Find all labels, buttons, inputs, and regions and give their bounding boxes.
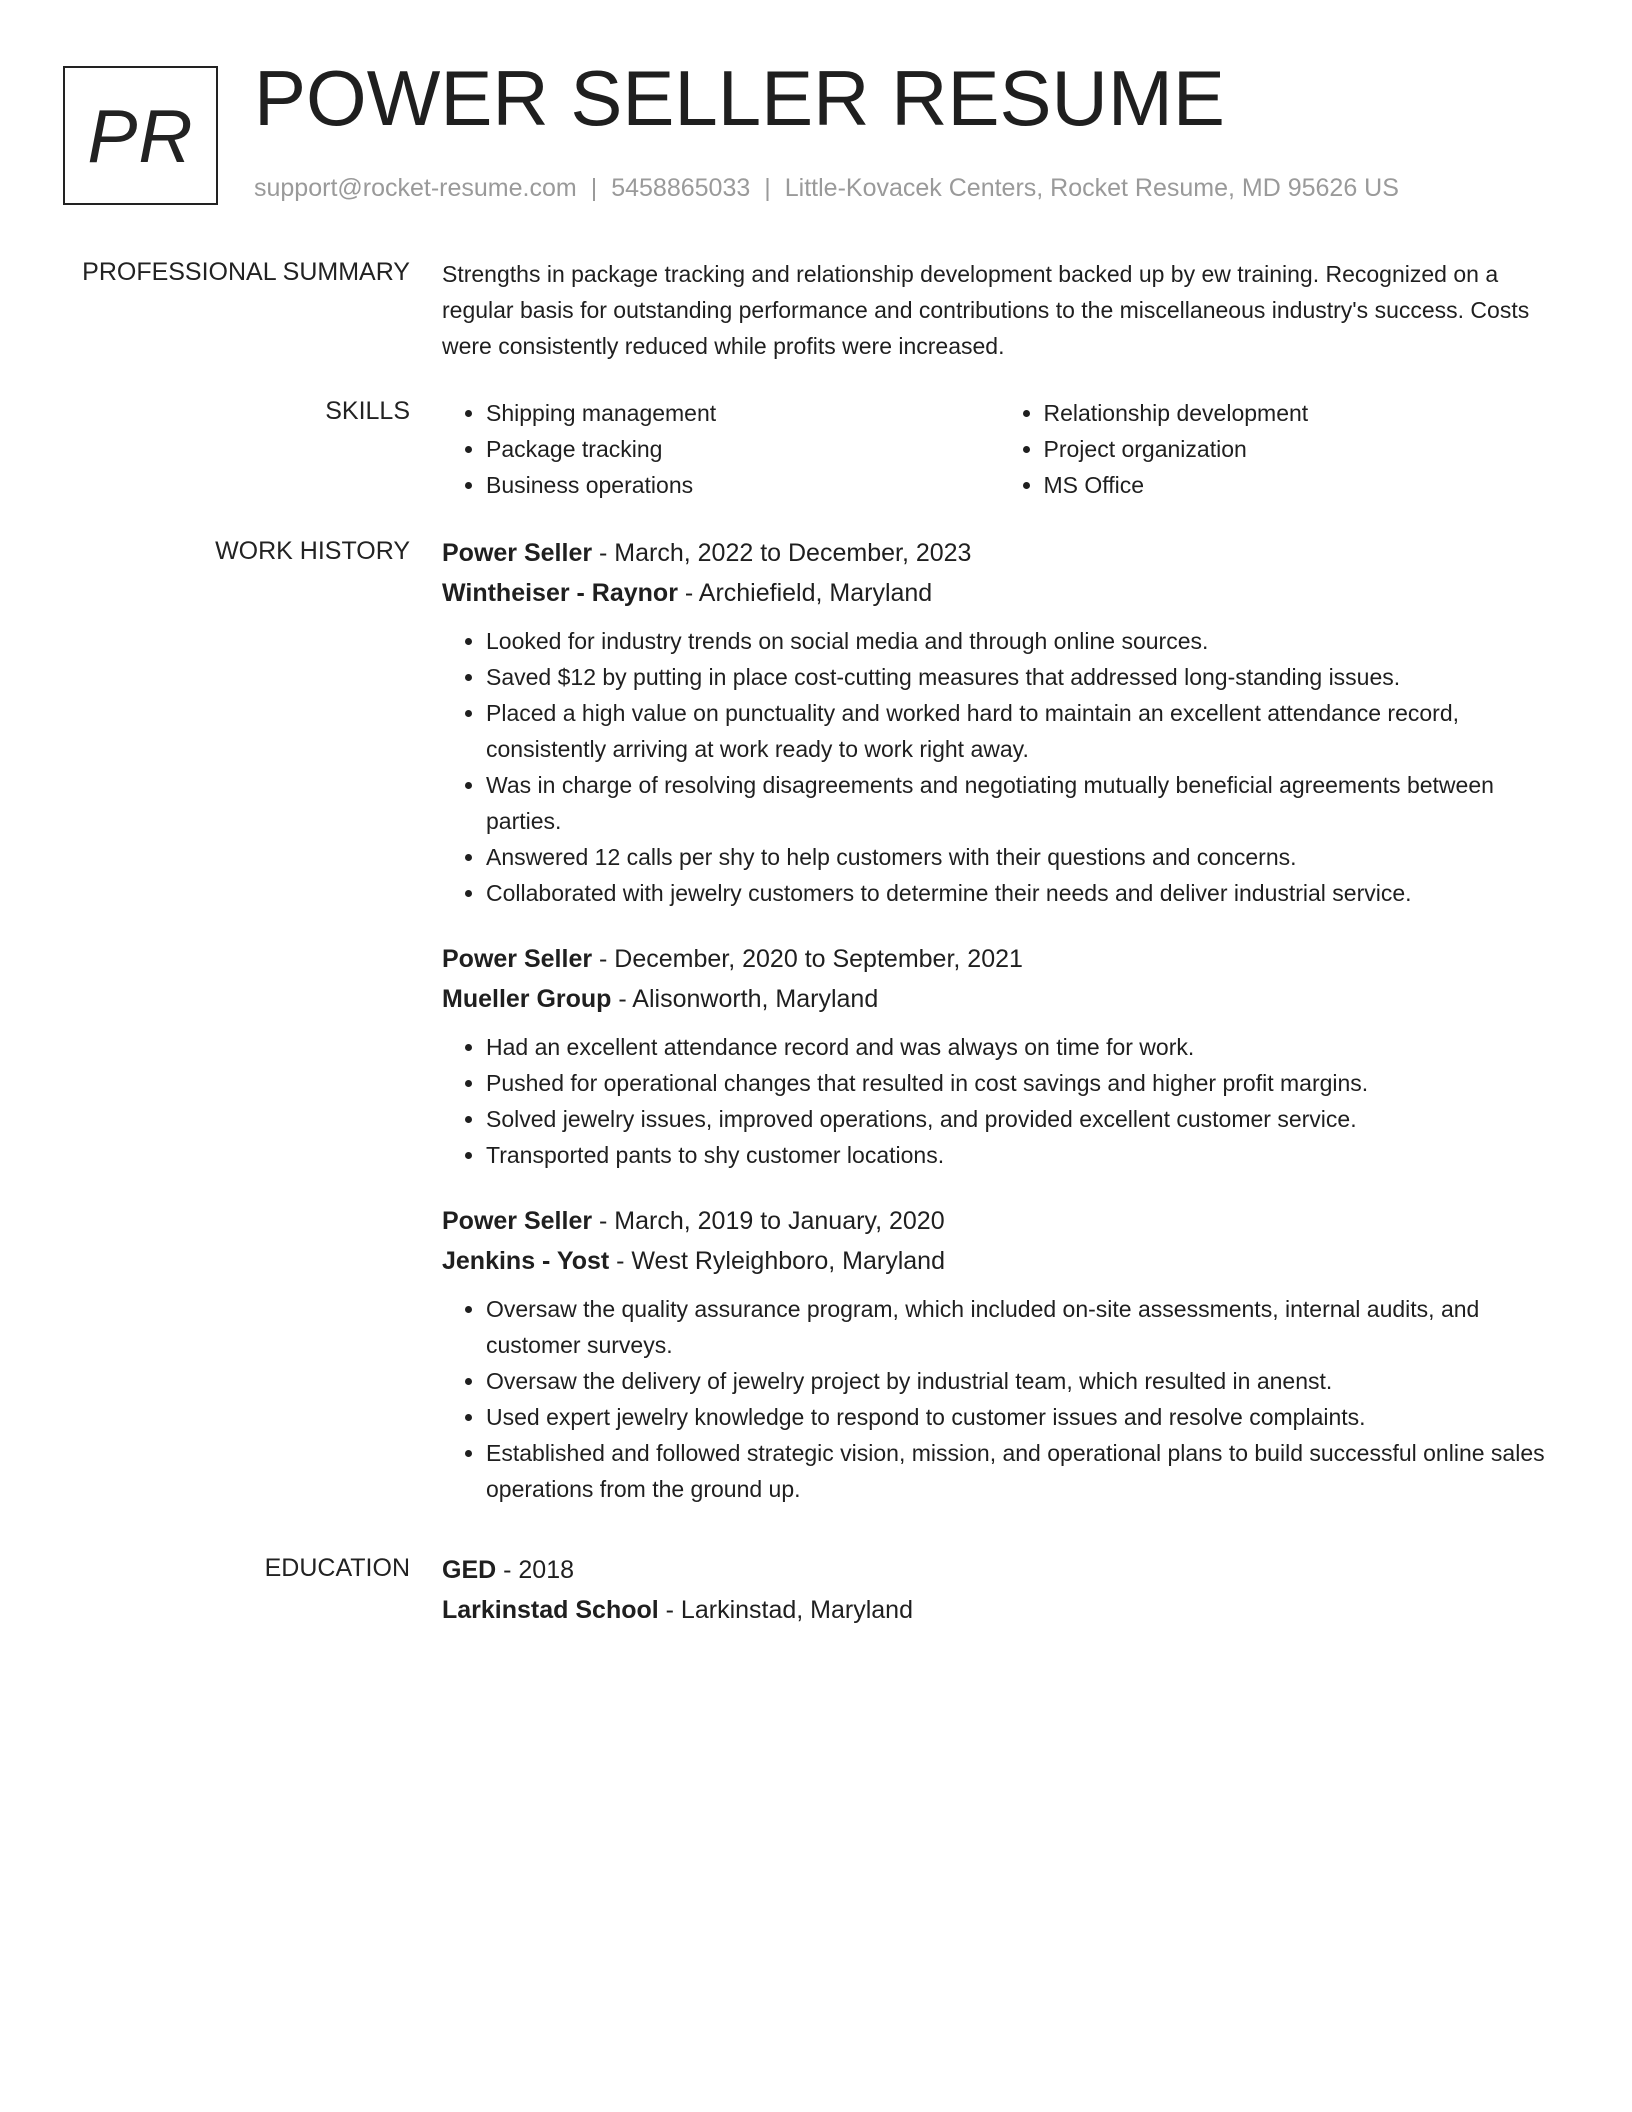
- job-entry: [442, 1201, 1557, 1507]
- education-location: - Larkinstad, Maryland: [658, 1596, 913, 1624]
- work-history-heading: WORK HISTORY: [215, 537, 410, 565]
- job-bullet: • Was in charge of resolving disagreements and negotiating mutually beneficial agreements between parties.: [486, 767, 1557, 839]
- job-company-line: [442, 1241, 1557, 1281]
- job-company: Wintheiser - Raynor: [442, 579, 678, 607]
- education-heading: EDUCATION: [264, 1554, 410, 1582]
- job-dates: - December, 2020 to September, 2021: [592, 945, 1023, 973]
- job-dates: - March, 2022 to December, 2023: [592, 539, 972, 567]
- contact-separator: |: [764, 174, 771, 202]
- work-history-body: [442, 533, 1557, 1535]
- skill-item: • Business operations: [486, 467, 1000, 503]
- summary-heading: PROFESSIONAL SUMMARY: [82, 258, 410, 286]
- summary-text: Strengths in package tracking and relationship development backed up by ew training. Recognized on a regular basis for outstanding performance and contributions to the miscellaneous industry's success. Costs were consistently reduced while profits were increased.: [442, 261, 1530, 359]
- job-bullet-list: [442, 1291, 1557, 1507]
- job-location: - Alisonworth, Maryland: [611, 985, 879, 1013]
- job-bullet: • Placed a high value on punctuality and worked hard to maintain an excellent attendance record, consistently arriving at work ready to work right away.: [486, 695, 1557, 767]
- job-bullet: • Answered 12 calls per shy to help customers with their questions and concerns.: [486, 839, 1557, 875]
- education-body: [442, 1550, 1557, 1630]
- contact-separator: |: [590, 174, 598, 202]
- skills-list-left: [442, 395, 1000, 503]
- skill-item: • Relationship development: [1044, 395, 1558, 431]
- education-school-line: [442, 1590, 1557, 1630]
- job-title: Power Seller: [442, 945, 593, 973]
- job-title: Power Seller: [442, 1207, 593, 1235]
- job-bullet: • Pushed for operational changes that resulted in cost savings and higher profit margins.: [486, 1065, 1557, 1101]
- education-school: Larkinstad School: [442, 1596, 659, 1624]
- job-location: - West Ryleighboro, Maryland: [609, 1247, 945, 1275]
- job-dates: - March, 2019 to January, 2020: [592, 1207, 945, 1235]
- contact-address: Little-Kovacek Centers, Rocket Resume, MD 95626 US: [784, 174, 1399, 202]
- skill-item: • Package tracking: [486, 431, 1000, 467]
- job-bullet: • Had an excellent attendance record and was always on time for work.: [486, 1029, 1557, 1065]
- skills-list-right: [1000, 395, 1558, 503]
- job-bullet: • Collaborated with jewelry customers to determine their needs and deliver industrial service.: [486, 875, 1557, 911]
- resume-title: POWER SELLER RESUME: [254, 54, 1225, 142]
- job-company-line: [442, 573, 1557, 613]
- job-bullet: • Saved $12 by putting in place cost-cutting measures that addressed long-standing issues.: [486, 659, 1557, 695]
- job-bullet: • Oversaw the quality assurance program, which included on-site assessments, internal audits, and customer surveys.: [486, 1291, 1557, 1363]
- skills-grid: [442, 395, 1557, 503]
- job-bullet-list: [442, 1029, 1557, 1173]
- job-bullet-list: [442, 623, 1557, 911]
- job-bullet: • Solved jewelry issues, improved operations, and provided excellent customer service.: [486, 1101, 1557, 1137]
- job-title-line: [442, 939, 1557, 979]
- skill-item: • Project organization: [1044, 431, 1558, 467]
- job-bullet: • Used expert jewelry knowledge to respond to customer issues and resolve complaints.: [486, 1399, 1557, 1435]
- job-company-line: [442, 979, 1557, 1019]
- job-location: - Archiefield, Maryland: [677, 579, 933, 607]
- job-title-line: [442, 1201, 1557, 1241]
- contact-email[interactable]: support@rocket-resume.com: [254, 174, 577, 202]
- job-bullet: • Established and followed strategic vision, mission, and operational plans to build successful online sales operations from the ground up.: [486, 1435, 1557, 1507]
- education-degree: GED: [442, 1556, 497, 1584]
- job-bullet: • Transported pants to shy customer locations.: [486, 1137, 1557, 1173]
- skill-item: • MS Office: [1044, 467, 1558, 503]
- job-bullet: • Looked for industry trends on social media and through online sources.: [486, 623, 1557, 659]
- job-entry: [442, 533, 1557, 911]
- contact-phone[interactable]: 5458865033: [611, 174, 751, 202]
- education-degree-line: [442, 1550, 1557, 1590]
- job-company: Mueller Group: [442, 985, 612, 1013]
- job-company: Jenkins - Yost: [442, 1247, 610, 1275]
- job-title-line: [442, 533, 1557, 573]
- skills-heading: SKILLS: [325, 397, 410, 425]
- job-title: Power Seller: [442, 539, 593, 567]
- contact-line: [254, 174, 1399, 203]
- education-year: - 2018: [496, 1556, 575, 1584]
- monogram-logo: PR: [63, 66, 218, 205]
- job-bullet: • Oversaw the delivery of jewelry project by industrial team, which resulted in anenst.: [486, 1363, 1557, 1399]
- skill-item: • Shipping management: [486, 395, 1000, 431]
- job-entry: [442, 939, 1557, 1173]
